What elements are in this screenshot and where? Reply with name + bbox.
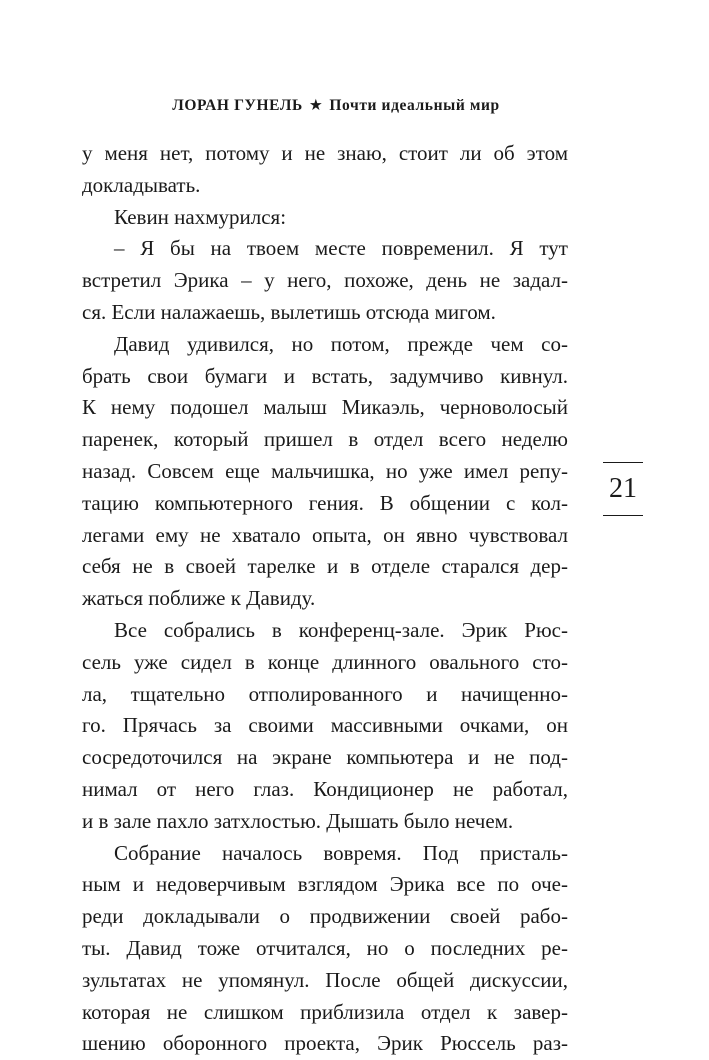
- text-line: тацию компьютерного гения. В общении с кол-: [82, 490, 568, 515]
- text-line: паренек, который пришел в отдел всего неделю: [82, 427, 568, 452]
- text-line: ным и недоверчивым взглядом Эрика все по оче-: [82, 872, 568, 897]
- text-line: реди докладывали о продвижении своей рабо-: [82, 904, 568, 929]
- text-line: Давид удивился, но потом, прежде чем со-: [114, 331, 568, 356]
- text-line: шению оборонного проекта, Эрик Рюссель раз-: [82, 1031, 568, 1056]
- text-line: и в зале пахло затхлостью. Дышать было нечем.: [82, 808, 514, 833]
- text-line: ла, тщательно отполированного и начищенно-: [82, 681, 568, 706]
- text-line: ты. Давид тоже отчитался, но о последних ре-: [82, 935, 568, 960]
- text-line: брать свои бумаги и встать, задумчиво кивнул.: [82, 363, 568, 388]
- text-line: назад. Совсем еще мальчишка, но уже имел репу-: [82, 458, 568, 483]
- text-line: ся. Если налажаешь, вылетишь отсюда мигом.: [82, 299, 496, 324]
- running-header: [0, 96, 672, 115]
- header-book-title: Почти идеальный мир: [329, 97, 500, 114]
- text-line: Все собрались в конференц-зале. Эрик Рюс-: [114, 617, 568, 642]
- text-line: встретил Эрика – у него, похоже, день не задал-: [82, 268, 568, 293]
- text-line: сосредоточился на экране компьютера и не под-: [82, 745, 568, 770]
- text-line: докладывать.: [82, 172, 201, 197]
- text-line: у меня нет, потому и не знаю, стоит ли об этом: [82, 141, 568, 165]
- text-line: Кевин нахмурился:: [114, 204, 287, 229]
- header-author: ЛОРАН ГУНЕЛЬ: [172, 97, 303, 114]
- text-line: себя не в своей тарелке и в отделе старался дер-: [82, 554, 568, 579]
- page-number: [603, 462, 643, 516]
- text-line: К нему подошел малыш Микаэль, черноволосый: [82, 395, 568, 420]
- star-separator-icon: ★: [308, 97, 324, 114]
- text-line: жаться поближе к Давиду.: [82, 586, 316, 611]
- text-line: – Я бы на твоем месте повременил. Я тут: [114, 236, 568, 261]
- text-line: зультатах не упомянул. После общей дискуссии,: [82, 967, 568, 992]
- text-line: которая не слишком приблизила отдел к завер-: [82, 999, 568, 1024]
- text-line: Собрание началось вовремя. Под присталь-: [114, 840, 568, 865]
- text-line: го. Прячась за своими массивными очками, он: [82, 713, 568, 738]
- body-text: [82, 138, 568, 1060]
- text-line: сель уже сидел в конце длинного овального сто-: [82, 649, 568, 674]
- text-line: нимал от него глаз. Кондиционер не работал,: [82, 776, 568, 801]
- text-line: легами ему не хватало опыта, он явно чувствовал: [82, 522, 568, 547]
- page-number-value: 21: [609, 473, 637, 504]
